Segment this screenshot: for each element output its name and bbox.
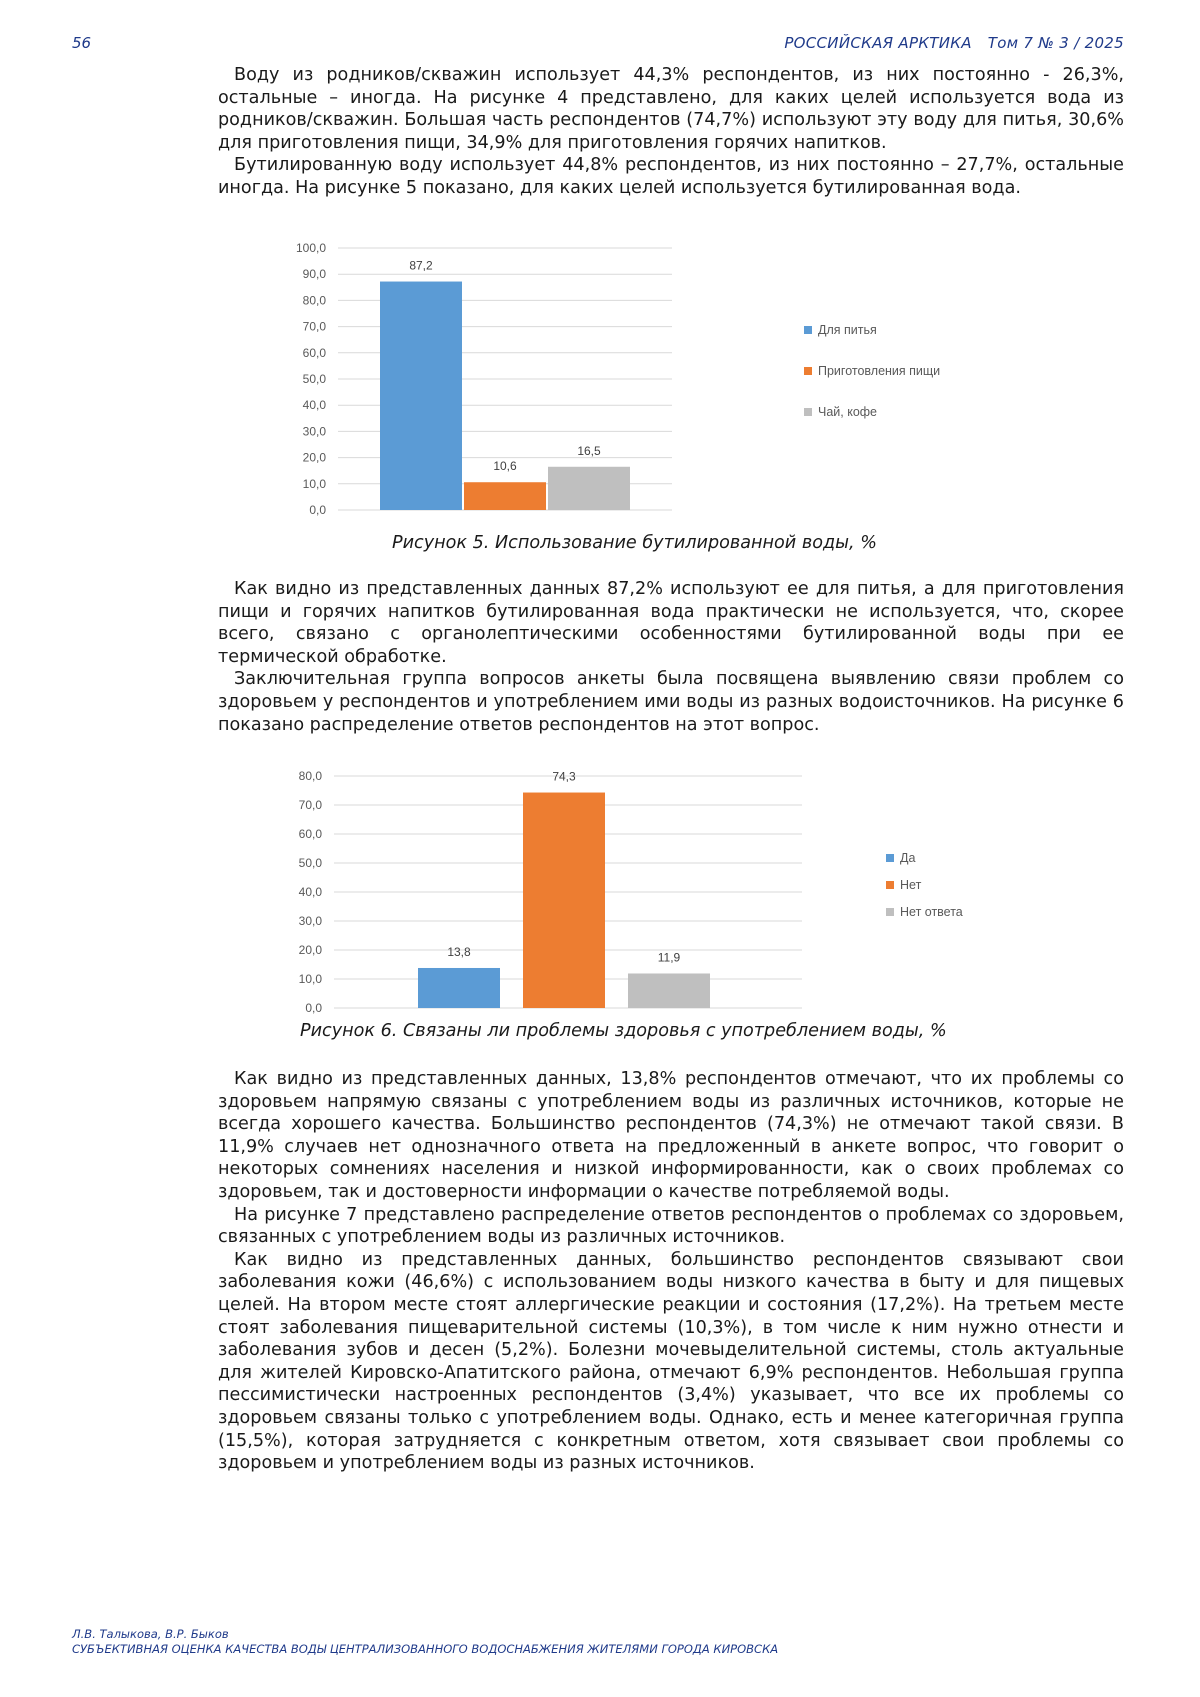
footer-title: СУБЪЕКТИВНАЯ ОЦЕНКА КАЧЕСТВА ВОДЫ ЦЕНТРАЛИЗОВАННОГО ВОДОСНАБЖЕНИЯ ЖИТЕЛЯМИ ГОРОДА КИРОВСКА xyxy=(72,1642,779,1656)
figure-5-caption: Рисунок 5. Использование бутилированной воды, % xyxy=(392,533,877,553)
y-tick-label: 70,0 xyxy=(302,319,326,334)
data-label: 10,6 xyxy=(493,459,517,474)
journal-issue: Том 7 № 3 / 2025 xyxy=(987,34,1124,52)
legend-label: Нет xyxy=(900,878,922,892)
journal-header xyxy=(768,34,1124,52)
y-tick-label: 90,0 xyxy=(302,267,326,282)
figure-5-chart xyxy=(282,236,1012,536)
figure-6-caption: Рисунок 6. Связаны ли проблемы здоровья с употреблением воды, % xyxy=(300,1021,947,1041)
figure-6-chart xyxy=(296,760,1076,1030)
legend-swatch xyxy=(804,367,812,375)
y-tick-label: 60,0 xyxy=(302,345,326,360)
text-block-2 xyxy=(218,578,1124,736)
paragraph: Как видно из представленных данных, 13,8% респондентов отмечают, что их проблемы со здоровьем напрямую связаны с употреблением воды из различных источников, которые не всегда хорошего качества. Большинство респондентов (74,3%) не отмечают такой связи. В 11,9% случаев нет однозначного ответа на предложенный в анкете вопрос, что говорит о некоторых сомнениях населения и низкой информированности, как о своих проблемах со здоровьем, так и достоверности информации о качестве потребляемой воды. xyxy=(218,1069,1124,1202)
paragraph: На рисунке 7 представлено распределение ответов респондентов о проблемах со здоровьем, связанных с употреблением воды из различных источников. xyxy=(218,1204,1124,1248)
journal-title: РОССИЙСКАЯ АРКТИКА xyxy=(784,34,972,52)
y-tick-label: 0,0 xyxy=(305,1001,322,1015)
y-tick-label: 30,0 xyxy=(302,424,326,439)
legend-swatch xyxy=(804,326,812,334)
data-label: 16,5 xyxy=(577,443,601,458)
y-tick-label: 50,0 xyxy=(298,856,322,870)
legend-swatch xyxy=(804,408,812,416)
legend-label: Да xyxy=(900,851,916,865)
bar-2 xyxy=(464,482,546,510)
legend-swatch xyxy=(886,854,894,862)
y-tick-label: 80,0 xyxy=(302,293,326,308)
y-tick-label: 60,0 xyxy=(298,827,322,841)
y-tick-label: 0,0 xyxy=(309,503,326,517)
paragraph: Воду из родников/скважин использует 44,3% респондентов, из них постоянно - 26,3%, остальные – иногда. На рисунке 4 представлено, для каких целей используется вода из родников/скважин. Большая часть респондентов (74,7%) используют эту воду для питья, 30,6% для приготовления пищи, 34,9% для приготовления горячих напитков. xyxy=(218,65,1124,153)
bar-2 xyxy=(523,793,605,1008)
paragraph: Как видно из представленных данных, большинство респондентов связывают свои заболевания кожи (46,6%) с использованием воды низкого качества в быту и для пищевых целей. На втором месте стоят аллергические реакции и состояния (17,2%). На третьем месте стоят заболевания пищеварительной системы (10,3%), в том числе к ним нужно отнести и заболевания зубов и десен (5,2%). Болезни мочевыделительной системы, столь актуальные для жителей Кировско-Апатитского района, отмечают 6,9% респондентов. Небольшая группа пессимистически настроенных респондентов (3,4%) указывает, что все их проблемы со здоровьем связаны только с употреблением воды. Однако, есть и менее категоричная группа (15,5%), которая затрудняется с конкретным ответом, хотя связывает свои проблемы со здоровьем и употреблением воды из разных источников. xyxy=(218,1249,1124,1474)
bar-3 xyxy=(628,973,710,1008)
footer-authors: Л.В. Талыкова, В.Р. Быков xyxy=(72,1627,229,1641)
legend-label: Для питья xyxy=(818,323,877,337)
legend-label: Нет ответа xyxy=(900,905,963,919)
data-label: 13,8 xyxy=(447,944,471,959)
legend-swatch xyxy=(886,908,894,916)
y-tick-label: 20,0 xyxy=(298,943,322,957)
y-tick-label: 10,0 xyxy=(298,972,322,986)
legend-label: Чай, кофе xyxy=(818,405,878,419)
legend-swatch xyxy=(886,881,894,889)
paragraph: Заключительная группа вопросов анкеты была посвящена выявлению связи проблем со здоровьем у респондентов и употреблением ими воды из разных водоисточников. На рисунке 6 показано распределение ответов респондентов на этот вопрос. xyxy=(218,669,1124,735)
data-label: 87,2 xyxy=(409,258,433,273)
y-tick-label: 30,0 xyxy=(298,914,322,928)
data-label: 11,9 xyxy=(657,950,681,965)
paragraph: Бутилированную воду использует 44,8% респондентов, из них постоянно – 27,7%, остальные иногда. На рисунке 5 показано, для каких целей используется бутилированная вода. xyxy=(218,155,1124,198)
paragraph: Как видно из представленных данных 87,2% используют ее для питья, а для приготовления пищи и горячих напитков бутилированная вода практически не используется, что, скорее всего, связано с органолептическими особенностями бутилированной воды при ее термической обработке. xyxy=(218,579,1124,667)
bar-1 xyxy=(418,968,500,1008)
y-tick-label: 70,0 xyxy=(298,798,322,812)
y-tick-label: 100,0 xyxy=(295,241,326,255)
y-tick-label: 40,0 xyxy=(302,398,326,413)
y-tick-label: 10,0 xyxy=(302,476,326,491)
y-tick-label: 40,0 xyxy=(298,885,322,899)
data-label: 74,3 xyxy=(552,769,576,784)
y-tick-label: 80,0 xyxy=(298,769,322,783)
legend-label: Приготовления пищи xyxy=(818,364,941,378)
bar-1 xyxy=(380,282,462,510)
text-block-1 xyxy=(218,64,1124,200)
y-tick-label: 50,0 xyxy=(302,372,326,386)
text-block-3 xyxy=(218,1068,1124,1475)
y-tick-label: 20,0 xyxy=(302,450,326,465)
bar-3 xyxy=(548,467,630,510)
page-number: 56 xyxy=(72,34,92,52)
